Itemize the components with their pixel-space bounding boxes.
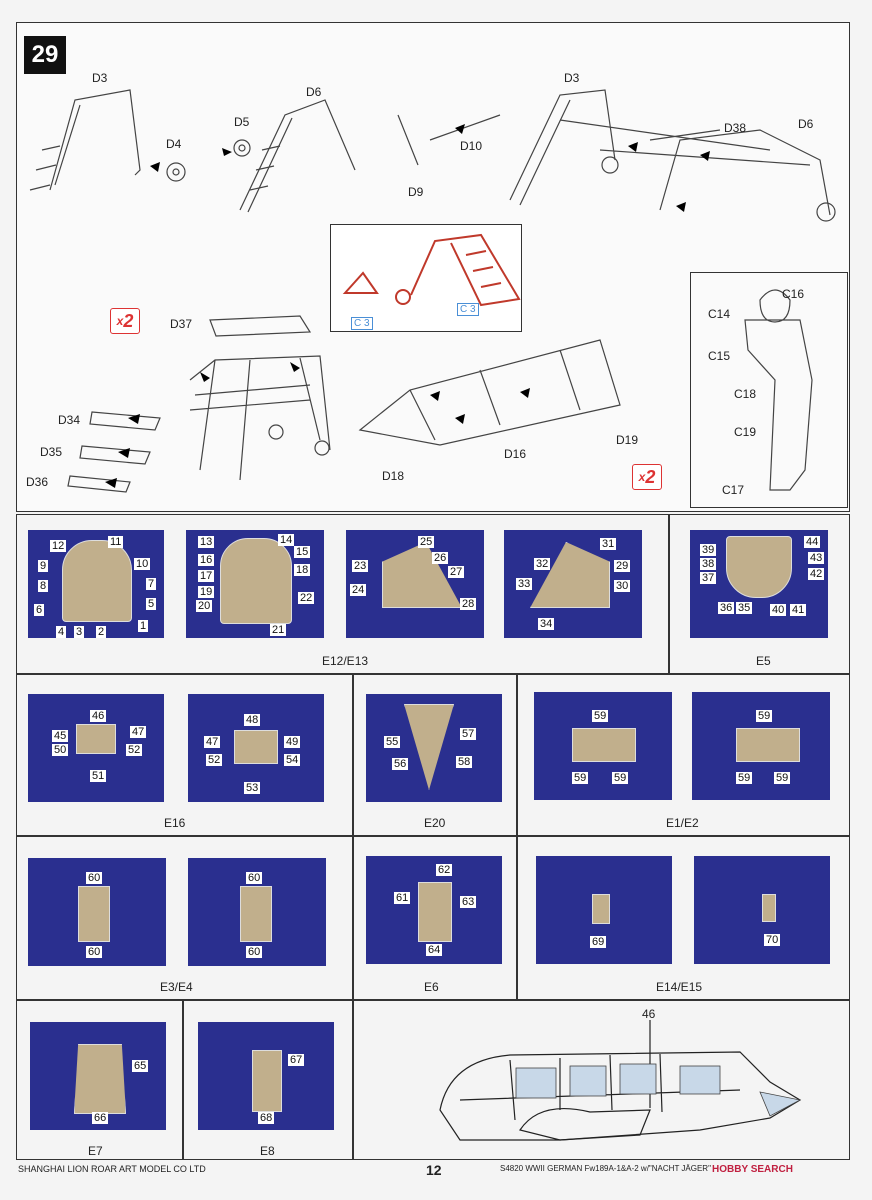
part-number-label: 51 <box>92 770 105 782</box>
label-d4: D4 <box>166 137 182 151</box>
part-number-label: 30 <box>616 580 629 592</box>
part-number-label: 47 <box>132 726 145 738</box>
part-number-label: 22 <box>300 592 313 604</box>
part-number-label: 66 <box>94 1112 107 1124</box>
part-number-label: 39 <box>702 544 715 556</box>
part-number-label: 57 <box>462 728 475 740</box>
part-number-label: 65 <box>134 1060 147 1072</box>
label-d35: D35 <box>40 445 63 459</box>
hobby-search-logo: HOBBY SEARCH <box>712 1164 793 1175</box>
part-number-label: 2 <box>98 626 105 638</box>
part-number-label: 29 <box>616 560 629 572</box>
part-number-label: 46 <box>92 710 105 722</box>
caption-e1-e2: E1/E2 <box>666 816 699 830</box>
part-number-label: 35 <box>738 602 751 614</box>
part-number-label: 59 <box>758 710 771 722</box>
ref-c3-left: C 3 <box>351 317 373 330</box>
part-number-label: 59 <box>574 772 587 784</box>
part-number-label: 63 <box>462 896 475 908</box>
part-number-label: 26 <box>434 552 447 564</box>
part-number-label: 52 <box>208 754 221 766</box>
part-number-label: 47 <box>206 736 219 748</box>
label-c18: C18 <box>734 387 757 401</box>
label-c17: C17 <box>722 483 745 497</box>
label-d34: D34 <box>58 413 81 427</box>
label-d36: D36 <box>26 475 49 489</box>
part-number-label: 45 <box>54 730 67 742</box>
part-number-label: 37 <box>702 572 715 584</box>
label-d9: D9 <box>408 185 424 199</box>
part-number-label: 32 <box>536 558 549 570</box>
part-number-label: 42 <box>810 568 823 580</box>
part-number-label: 40 <box>772 604 785 616</box>
part-number-label: 14 <box>280 534 293 546</box>
part-number-label: 38 <box>702 558 715 570</box>
footer-company: SHANGHAI LION ROAR ART MODEL CO LTD <box>18 1164 206 1174</box>
part-number-label: 17 <box>200 570 213 582</box>
part-number-label: 24 <box>352 584 365 596</box>
part-number-label: 60 <box>248 872 261 884</box>
part-number-label: 44 <box>806 536 819 548</box>
part-number-label: 56 <box>394 758 407 770</box>
part-number-label: 23 <box>354 560 367 572</box>
label-d38: D38 <box>724 121 747 135</box>
label-part-46: 46 <box>642 1007 656 1021</box>
part-number-label: 50 <box>54 744 67 756</box>
part-number-label: 69 <box>592 936 605 948</box>
part-number-label: 5 <box>148 598 155 610</box>
part-number-label: 13 <box>200 536 213 548</box>
part-number-label: 59 <box>776 772 789 784</box>
part-number-label: 8 <box>40 580 47 592</box>
caption-e8: E8 <box>260 1144 275 1158</box>
part-number-label: 59 <box>738 772 751 784</box>
label-c15: C15 <box>708 349 731 363</box>
part-number-label: 67 <box>290 1054 303 1066</box>
part-number-label: 60 <box>88 946 101 958</box>
part-number-label: 60 <box>248 946 261 958</box>
part-number-label: 49 <box>286 736 299 748</box>
part-number-label: 55 <box>386 736 399 748</box>
label-d19: D19 <box>616 433 639 447</box>
label-c16: C16 <box>782 287 805 301</box>
part-number-label: 70 <box>766 934 779 946</box>
part-number-label: 64 <box>428 944 441 956</box>
step-number: 29 <box>24 36 66 74</box>
caption-e12-e13: E12/E13 <box>322 654 369 668</box>
caption-e6: E6 <box>424 980 439 994</box>
label-d6-right: D6 <box>798 117 814 131</box>
part-number-label: 6 <box>36 604 43 616</box>
part-number-label: 33 <box>518 578 531 590</box>
label-c19: C19 <box>734 425 757 439</box>
label-d37: D37 <box>170 317 193 331</box>
part-number-label: 1 <box>140 620 147 632</box>
part-number-label: 7 <box>148 578 155 590</box>
quantity-badge-bottom: x 2 <box>632 464 662 490</box>
label-d3-right: D3 <box>564 71 580 85</box>
caption-e7: E7 <box>88 1144 103 1158</box>
part-number-label: 61 <box>396 892 409 904</box>
quantity-badge-top: x 2 <box>110 308 140 334</box>
caption-e5: E5 <box>756 654 771 668</box>
part-number-label: 53 <box>246 782 259 794</box>
label-c14: C14 <box>708 307 731 321</box>
part-number-label: 10 <box>136 558 149 570</box>
label-d6-left: D6 <box>306 85 322 99</box>
part-number-label: 15 <box>296 546 309 558</box>
part-number-label: 25 <box>420 536 433 548</box>
part-number-label: 4 <box>58 626 65 638</box>
part-number-label: 48 <box>246 714 259 726</box>
label-d18: D18 <box>382 469 405 483</box>
caption-e3-e4: E3/E4 <box>160 980 193 994</box>
part-number-label: 52 <box>128 744 141 756</box>
part-number-label: 43 <box>810 552 823 564</box>
caption-e16: E16 <box>164 816 186 830</box>
page-number: 12 <box>426 1162 442 1178</box>
ref-c3-right: C 3 <box>457 303 479 316</box>
part-number-label: 59 <box>614 772 627 784</box>
label-d16: D16 <box>504 447 527 461</box>
part-number-label: 21 <box>272 624 285 636</box>
part-number-label: 20 <box>198 600 211 612</box>
caption-e20: E20 <box>424 816 446 830</box>
part-number-label: 19 <box>200 586 213 598</box>
part-number-label: 59 <box>594 710 607 722</box>
part-number-label: 54 <box>286 754 299 766</box>
label-d5: D5 <box>234 115 250 129</box>
part-number-label: 36 <box>720 602 733 614</box>
part-number-label: 60 <box>88 872 101 884</box>
footer-product: S4820 WWII GERMAN Fw189A-1&A-2 w/"NACHT JÄGER" <box>500 1164 711 1173</box>
label-d3-left: D3 <box>92 71 108 85</box>
part-number-label: 34 <box>540 618 553 630</box>
part-number-label: 68 <box>260 1112 273 1124</box>
part-number-label: 11 <box>110 536 122 548</box>
part-number-label: 41 <box>792 604 805 616</box>
part-number-label: 9 <box>40 560 47 572</box>
part-number-label: 3 <box>76 626 83 638</box>
part-number-label: 62 <box>438 864 451 876</box>
part-number-label: 27 <box>450 566 463 578</box>
label-d10: D10 <box>460 139 483 153</box>
part-number-label: 58 <box>458 756 471 768</box>
caption-e14-e15: E14/E15 <box>656 980 703 994</box>
part-number-label: 28 <box>462 598 475 610</box>
part-number-label: 18 <box>296 564 309 576</box>
part-number-label: 16 <box>200 554 213 566</box>
part-number-label: 31 <box>602 538 615 550</box>
part-number-label: 12 <box>52 540 65 552</box>
